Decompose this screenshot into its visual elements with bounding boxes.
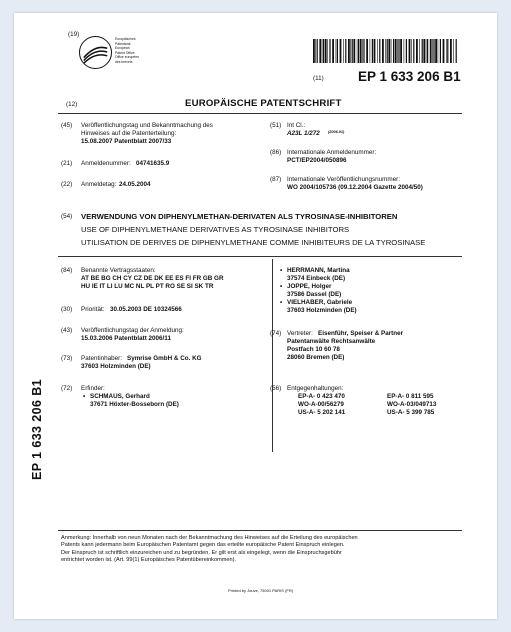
inid-21: (21) (61, 160, 73, 167)
designated-states-label: Benannte Vertragsstaaten: (81, 267, 156, 274)
printer-note: Printed by Jouve, 75001 PARIS (FR) (228, 588, 294, 593)
application-number-value: 04741635.9 (136, 160, 170, 167)
inid-43: (43) (61, 327, 73, 334)
citation: US-A- 5 399 785 (387, 409, 435, 416)
representative-label: Vertreter: (287, 330, 313, 337)
citation: EP-A- 0 423 470 (298, 393, 345, 400)
citation: WO-A-03/049713 (387, 401, 437, 408)
inventor-address: 37671 Höxter-Bosseborn (DE) (90, 401, 179, 408)
citation: EP-A- 0 811 595 (387, 393, 434, 400)
inid-86: (86) (270, 149, 282, 156)
inventor-name: JOPPE, Holger (287, 283, 332, 290)
proprietor-address: 37603 Holzminden (DE) (81, 363, 151, 370)
representative-city: 28060 Bremen (DE) (287, 354, 345, 361)
app-pub-date-value: 15.03.2006 Patentblatt 2006/11 (81, 335, 171, 342)
inid-72: (72) (61, 385, 73, 392)
column-divider (272, 259, 273, 452)
inventor-name: HERRMANN, Martina (287, 267, 350, 274)
inid-56: (56) (270, 385, 282, 392)
inid-30: (30) (61, 306, 73, 313)
filing-date-value: 24.05.2004 (119, 181, 151, 188)
barcode-icon (313, 39, 460, 63)
divider (58, 530, 462, 531)
inventor-address: 37603 Holzminden (DE) (287, 307, 357, 314)
inventor-address: 37574 Einbeck (DE) (287, 275, 346, 282)
citation: US-A- 5 202 141 (298, 409, 346, 416)
intl-app-number-label: Internationale Anmeldenummer: (287, 149, 377, 156)
intl-pub-number-value: WO 2004/105736 (09.12.2004 Gazette 2004/50) (287, 184, 423, 191)
inid-22: (22) (61, 181, 73, 188)
side-publication-number: EP 1 633 206 B1 (30, 379, 44, 480)
inid-74: (74) (270, 330, 282, 337)
representative-firm: Patentanwälte Rechtsanwälte (287, 338, 376, 345)
proprietor-label: Patentinhaber: (81, 355, 122, 362)
citations-label: Entgegenhaltungen: (287, 385, 344, 392)
inid-84: (84) (61, 267, 73, 274)
designated-states-line2: HU IE IT LI LU MC NL PL PT RO SE SI SK TR (81, 283, 214, 290)
inventor-name: SCHMAUS, Gerhard (90, 393, 150, 400)
inventor-name: VIELHABER, Gabriele (287, 299, 353, 306)
app-pub-date-label: Veröffentlichungstag der Anmeldung: (81, 327, 184, 334)
inventor-address: 37586 Dassel (DE) (287, 291, 342, 298)
divider (58, 256, 462, 257)
office-name: Europäisches Patentamt European Patent Office Office européen des brevets (115, 37, 140, 64)
priority-label: Priorität: (81, 306, 105, 313)
document-type: EUROPÄISCHE PATENTSCHRIFT (185, 98, 342, 109)
divider (58, 113, 462, 114)
title-french: UTILISATION DE DERIVES DE DIPHENYLMETHANE COMME INHIBITEURS DE LA TYROSINASE (81, 238, 426, 247)
intl-app-number-value: PCT/EP2004/050896 (287, 157, 347, 164)
citation: WO-A-00/56279 (298, 401, 344, 408)
inid-12: (12) (66, 101, 78, 108)
pub-date-value: 15.08.2007 Patentblatt 2007/33 (81, 138, 172, 145)
filing-date-label: Anmeldetag: (81, 181, 117, 188)
bullet: • (280, 283, 283, 290)
title-english: USE OF DIPHENYLMETHANE DERIVATIVES AS TYROSINASE INHIBITORS (81, 225, 350, 234)
inid-19: (19) (68, 31, 80, 38)
inid-73: (73) (61, 355, 73, 362)
intl-pub-number-label: Internationale Veröffentlichungsnummer: (287, 176, 400, 183)
int-cl-label: Int Cl.: (287, 122, 306, 129)
bullet: • (83, 393, 86, 400)
priority-value: 30.05.2003 DE 10324566 (110, 306, 182, 313)
designated-states-line1: AT BE BG CH CY CZ DE DK EE ES FI FR GB GR (81, 275, 224, 282)
pub-date-label: Veröffentlichungstag und Bekanntmachung des (81, 122, 213, 129)
publication-number: EP 1 633 206 B1 (358, 69, 461, 84)
pub-date-label-2: Hinweises auf die Patenterteilung: (81, 130, 177, 137)
epo-logo-icon (79, 36, 112, 69)
bullet: • (280, 267, 283, 274)
bullet: • (280, 299, 283, 306)
application-number-label: Anmeldenummer: (81, 160, 131, 167)
representative-postbox: Postfach 10 60 78 (287, 346, 340, 353)
int-cl-version: (2006.01) (328, 130, 345, 134)
proprietor-value: Symrise GmbH & Co. KG (127, 355, 202, 362)
inid-87: (87) (270, 176, 282, 183)
int-cl-value: A23L 1/272 (287, 130, 320, 137)
representative-name: Eisenführ, Speiser & Partner (318, 330, 404, 337)
inid-11: (11) (313, 75, 324, 82)
inid-54: (54) (61, 213, 73, 220)
inventors-label: Erfinder: (81, 385, 105, 392)
inid-51: (51) (270, 122, 282, 129)
inid-45: (45) (61, 122, 73, 129)
title-german: VERWENDUNG VON DIPHENYLMETHAN-DERIVATEN ALS TYROSINASE-INHIBITOREN (81, 212, 398, 221)
opposition-note: Anmerkung: Innerhalb von neun Monaten nach der Bekanntmachung des Hinweises auf die Erteilung des europäischen Patents kann jedermann beim Europäischen Patentamt gegen das erteilte europäische Patent Einspruch einlegen. Der Einspruch ist schriftlich einzureichen und zu begründen. Er gilt erst als eingelegt, wenn die Einspruchsgebühr entrichtet worden ist. (Art. 99(1) Europäisches Patentübereinkommen). (61, 535, 358, 564)
